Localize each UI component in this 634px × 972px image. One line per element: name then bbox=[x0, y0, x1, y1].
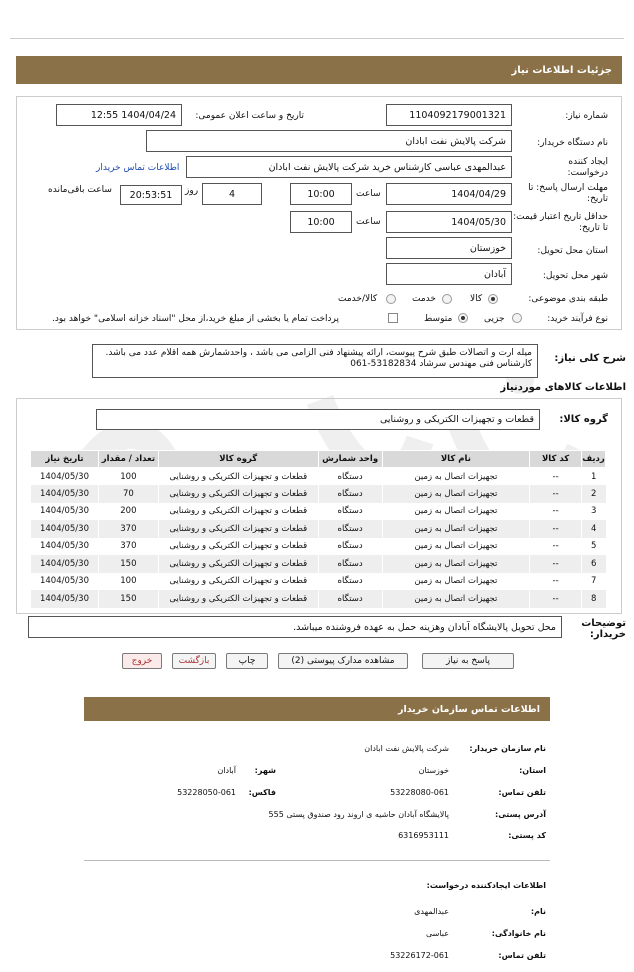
contact-frame bbox=[84, 721, 550, 861]
cell-code: -- bbox=[530, 590, 582, 608]
cell-qty: 370 bbox=[98, 520, 158, 538]
province-field[interactable] bbox=[386, 237, 512, 259]
remaining-label: ساعت باقی‌مانده bbox=[48, 185, 112, 195]
contact-postal-label: کد پستی: bbox=[508, 831, 546, 840]
cell-code: -- bbox=[530, 573, 582, 591]
cell-unit: دستگاه bbox=[318, 590, 382, 608]
contact-city-label: شهر: bbox=[254, 766, 276, 775]
contact-postal-value: 6316953111 bbox=[398, 831, 449, 840]
top-divider bbox=[10, 38, 624, 39]
cell-row: 7 bbox=[582, 573, 606, 591]
city-value: آبادان bbox=[483, 268, 506, 280]
table-row bbox=[31, 503, 606, 521]
cell-name: تجهیزات اتصال به زمین bbox=[382, 485, 530, 503]
goods-section-title: اطلاعات کالاهای موردنیاز bbox=[500, 382, 626, 393]
cell-group: قطعات و تجهیزات الکتریکی و روشنایی bbox=[158, 538, 318, 556]
buyer-org-label: نام دستگاه خریدار: bbox=[537, 138, 608, 148]
cell-qty: 200 bbox=[98, 503, 158, 521]
creator-phone-label: تلفن تماس: bbox=[498, 951, 546, 960]
announce-value: 1404/04/24 12:55 bbox=[90, 109, 176, 121]
city-field[interactable] bbox=[386, 263, 512, 285]
exit-button[interactable]: خروج bbox=[122, 653, 162, 669]
cell-qty: 100 bbox=[98, 468, 158, 486]
cell-date: 1404/05/30 bbox=[31, 538, 99, 556]
col-code: کد کالا bbox=[530, 451, 582, 468]
validity-time-field[interactable] bbox=[290, 211, 352, 233]
need-number-value: 1104092179001321 bbox=[409, 109, 506, 121]
validity-date-value: 1404/05/30 bbox=[451, 216, 506, 228]
table-row bbox=[31, 538, 606, 556]
process-option-medium: متوسط bbox=[424, 314, 453, 324]
validity-time-value: 10:00 bbox=[307, 216, 335, 228]
creator-family-value: عباسی bbox=[426, 929, 449, 938]
days-label: روز bbox=[185, 186, 199, 196]
days-value: 4 bbox=[228, 188, 236, 200]
reply-time-field[interactable] bbox=[290, 183, 352, 205]
page-title bbox=[16, 56, 622, 84]
col-qty: تعداد / مقدار bbox=[98, 451, 158, 468]
price-validity-label: حداقل تاریخ اعتبار قیمت: تا تاریخ: bbox=[513, 212, 608, 233]
treasury-checkbox[interactable] bbox=[388, 313, 398, 323]
cell-group: قطعات و تجهیزات الکتریکی و روشنایی bbox=[158, 468, 318, 486]
contact-address-value: پالایشگاه آبادان حاشیه ی اروند رود صندوق پستی 555 bbox=[268, 810, 449, 819]
cell-qty: 150 bbox=[98, 590, 158, 608]
cell-code: -- bbox=[530, 520, 582, 538]
cell-unit: دستگاه bbox=[318, 503, 382, 521]
description-field bbox=[92, 344, 538, 378]
category-option-both: کالا/خدمت bbox=[338, 294, 378, 304]
goods-table bbox=[30, 450, 606, 608]
cell-group: قطعات و تجهیزات الکتریکی و روشنایی bbox=[158, 590, 318, 608]
creator-family-label: نام خانوادگی: bbox=[491, 929, 546, 938]
table-row bbox=[31, 573, 606, 591]
creator-value: عبدالمهدی عباسی کارشناس خرید شرکت پالایش نفت ابادان bbox=[268, 161, 506, 173]
contact-province-label: استان: bbox=[519, 766, 546, 775]
cell-name: تجهیزات اتصال به زمین bbox=[382, 468, 530, 486]
remaining-time-field[interactable] bbox=[120, 185, 182, 205]
cell-name: تجهیزات اتصال به زمین bbox=[382, 520, 530, 538]
buyer-notes-field bbox=[28, 616, 562, 638]
creator-name-value: عبدالمهدی bbox=[414, 907, 449, 916]
process-radio-minor[interactable] bbox=[512, 313, 522, 323]
buyer-notes-text: محل تحویل پالایشگاه آبادان وهزینه حمل به عهده فروشنده میباشد. bbox=[293, 621, 556, 633]
cell-unit: دستگاه bbox=[318, 555, 382, 573]
need-number-field[interactable] bbox=[386, 104, 512, 126]
cell-code: -- bbox=[530, 468, 582, 486]
cell-code: -- bbox=[530, 503, 582, 521]
col-unit: واحد شمارش bbox=[318, 451, 382, 468]
cell-name: تجهیزات اتصال به زمین bbox=[382, 503, 530, 521]
process-label: نوع فرآیند خرید: bbox=[547, 314, 608, 324]
contact-org-label: نام سازمان خریدار: bbox=[469, 744, 546, 753]
cell-date: 1404/05/30 bbox=[31, 555, 99, 573]
description-label: شرح کلی نیاز: bbox=[554, 353, 626, 364]
buyer-org-field[interactable] bbox=[146, 130, 512, 152]
contact-fax-label: فاکس: bbox=[248, 788, 276, 797]
page-title-text: جزئیات اطلاعات نیاز bbox=[511, 64, 612, 76]
creator-field[interactable] bbox=[186, 156, 512, 178]
buyer-notes-label: توضیحات خریدار: bbox=[581, 618, 626, 640]
cell-group: قطعات و تجهیزات الکتریکی و روشنایی bbox=[158, 520, 318, 538]
category-label: طبقه بندی موضوعی: bbox=[528, 294, 608, 304]
cell-unit: دستگاه bbox=[318, 538, 382, 556]
reply-time-label: ساعت bbox=[356, 189, 381, 199]
category-option-service: خدمت bbox=[412, 294, 436, 304]
cell-unit: دستگاه bbox=[318, 485, 382, 503]
cell-qty: 150 bbox=[98, 555, 158, 573]
cell-name: تجهیزات اتصال به زمین bbox=[382, 573, 530, 591]
cell-group: قطعات و تجهیزات الکتریکی و روشنایی bbox=[158, 485, 318, 503]
contact-phone-value: 53228080-061 bbox=[390, 788, 449, 797]
cell-date: 1404/05/30 bbox=[31, 468, 99, 486]
reply-button[interactable]: پاسخ به نیاز bbox=[422, 653, 514, 669]
cell-code: -- bbox=[530, 485, 582, 503]
process-radio-medium[interactable] bbox=[458, 313, 468, 323]
cell-row: 1 bbox=[582, 468, 606, 486]
cell-date: 1404/05/30 bbox=[31, 520, 99, 538]
reply-deadline-label: مهلت ارسال پاسخ: تا تاریخ: bbox=[528, 183, 608, 204]
province-value: خوزستان bbox=[469, 242, 506, 254]
table-row bbox=[31, 485, 606, 503]
cell-qty: 370 bbox=[98, 538, 158, 556]
goods-group-field bbox=[96, 409, 540, 430]
print-button[interactable]: چاپ bbox=[226, 653, 268, 669]
announce-field[interactable] bbox=[56, 104, 182, 126]
buyer-contact-link[interactable]: اطلاعات تماس خریدار bbox=[96, 163, 180, 173]
creator-phone-value: 53226172-061 bbox=[390, 951, 449, 960]
contact-city-value: آبادان bbox=[217, 766, 236, 775]
creator-name-label: نام: bbox=[530, 907, 546, 916]
province-label: استان محل تحویل: bbox=[537, 246, 608, 256]
description-text: میله ارت و اتصالات طبق شرح پیوست، ارائه پیشنهاد فنی الزامی می باشد ، واحدشمارش همه اقلام عدد می باشد. کارشناس فنی مهندس سرشاد 53182834-061 bbox=[105, 348, 532, 369]
cell-name: تجهیزات اتصال به زمین bbox=[382, 555, 530, 573]
cell-group: قطعات و تجهیزات الکتریکی و روشنایی bbox=[158, 555, 318, 573]
cell-row: 6 bbox=[582, 555, 606, 573]
cell-group: قطعات و تجهیزات الکتریکی و روشنایی bbox=[158, 573, 318, 591]
table-row bbox=[31, 555, 606, 573]
city-label: شهر محل تحویل: bbox=[542, 271, 608, 281]
cell-row: 2 bbox=[582, 485, 606, 503]
cell-name: تجهیزات اتصال به زمین bbox=[382, 538, 530, 556]
goods-table-body bbox=[31, 468, 606, 608]
table-row bbox=[31, 520, 606, 538]
validity-date-field[interactable] bbox=[386, 211, 512, 233]
cell-qty: 100 bbox=[98, 573, 158, 591]
payment-note: پرداخت تمام یا بخشی از مبلغ خرید،از محل "اسناد خزانه اسلامی" خواهد بود. bbox=[52, 314, 340, 324]
cell-row: 8 bbox=[582, 590, 606, 608]
cell-row: 3 bbox=[582, 503, 606, 521]
goods-group-value: قطعات و تجهیزات الکتریکی و روشنایی bbox=[379, 414, 534, 425]
reply-date-value: 1404/04/29 bbox=[451, 188, 506, 200]
category-option-goods: کالا bbox=[470, 294, 483, 304]
col-name: نام کالا bbox=[382, 451, 530, 468]
cell-row: 5 bbox=[582, 538, 606, 556]
cell-row: 4 bbox=[582, 520, 606, 538]
contact-province-value: خوزستان bbox=[418, 766, 449, 775]
col-date: تاریخ نیاز bbox=[31, 451, 99, 468]
attachments-button[interactable]: مشاهده مدارک پیوستی (2) bbox=[278, 653, 408, 669]
process-option-minor: جزیی bbox=[484, 314, 505, 324]
cell-group: قطعات و تجهیزات الکتریکی و روشنایی bbox=[158, 503, 318, 521]
announce-label: تاریخ و ساعت اعلان عمومی: bbox=[195, 111, 304, 121]
contact-org-value: شرکت پالایش نفت ابادان bbox=[364, 744, 449, 753]
cell-unit: دستگاه bbox=[318, 468, 382, 486]
goods-group-label: گروه کالا: bbox=[559, 414, 608, 425]
contact-fax-value: 53228050-061 bbox=[177, 788, 236, 797]
contact-address-label: آدرس پستی: bbox=[495, 810, 546, 819]
creator-label: ایجاد کننده درخواست: bbox=[567, 157, 608, 178]
table-row bbox=[31, 590, 606, 608]
remaining-time-value: 20:53:51 bbox=[129, 189, 173, 201]
cell-date: 1404/05/30 bbox=[31, 573, 99, 591]
reply-date-field[interactable] bbox=[386, 183, 512, 205]
cell-name: تجهیزات اتصال به زمین bbox=[382, 590, 530, 608]
col-group: گروه کالا bbox=[158, 451, 318, 468]
category-radio-service[interactable] bbox=[442, 294, 452, 304]
contact-title bbox=[84, 697, 550, 721]
category-radio-goods[interactable] bbox=[488, 294, 498, 304]
reply-time-value: 10:00 bbox=[307, 188, 335, 200]
cell-code: -- bbox=[530, 538, 582, 556]
buyer-org-value: شرکت پالایش نفت ابادان bbox=[405, 135, 506, 147]
days-field[interactable] bbox=[202, 183, 262, 205]
table-row bbox=[31, 468, 606, 486]
cell-unit: دستگاه bbox=[318, 520, 382, 538]
cell-date: 1404/05/30 bbox=[31, 485, 99, 503]
cell-code: -- bbox=[530, 555, 582, 573]
contact-phone-label: تلفن تماس: bbox=[498, 788, 546, 797]
cell-qty: 70 bbox=[98, 485, 158, 503]
need-number-label: شماره نیاز: bbox=[565, 111, 608, 121]
back-button[interactable]: بازگشت bbox=[172, 653, 216, 669]
cell-unit: دستگاه bbox=[318, 573, 382, 591]
contact-title-text: اطلاعات تماس سازمان خریدار bbox=[397, 703, 540, 715]
goods-table-header bbox=[31, 451, 606, 468]
creator-section-label: اطلاعات ایجادکننده درخواست: bbox=[426, 881, 546, 890]
cell-date: 1404/05/30 bbox=[31, 503, 99, 521]
validity-time-label: ساعت bbox=[356, 217, 381, 227]
cell-date: 1404/05/30 bbox=[31, 590, 99, 608]
category-radio-both[interactable] bbox=[386, 294, 396, 304]
col-row: ردیف bbox=[582, 451, 606, 468]
